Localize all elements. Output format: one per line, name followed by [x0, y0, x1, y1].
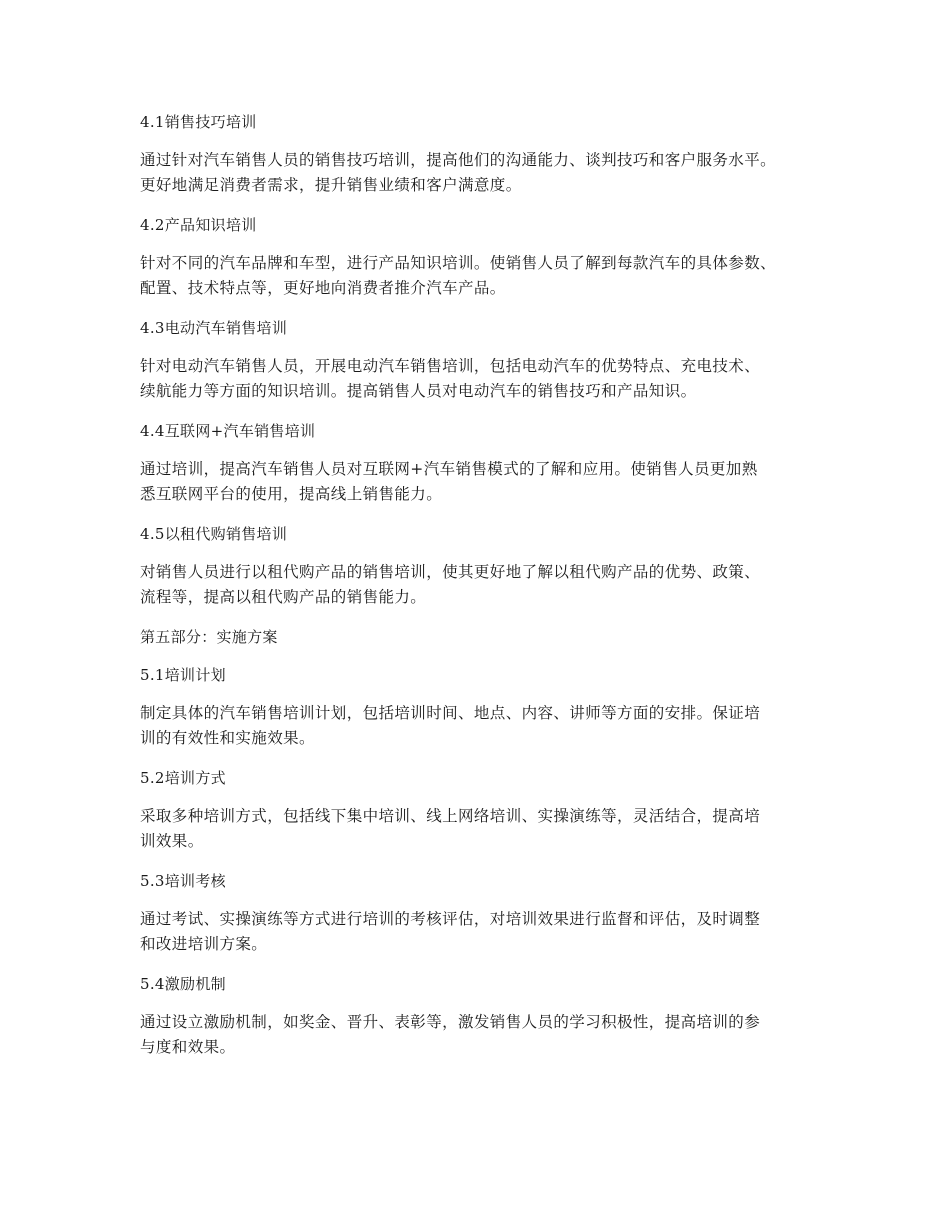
paragraph-line: 配置、技术特点等，更好地向消费者推介汽车产品。 — [140, 279, 506, 297]
paragraph-line: 通过培训，提高汽车销售人员对互联网+汽车销售模式的了解和应用。使销售人员更加熟 — [140, 460, 758, 478]
body-paragraph — [140, 1010, 820, 1060]
section-heading: 5.3培训考核 — [140, 872, 226, 890]
paragraph-line: 针对不同的汽车品牌和车型，进行产品知识培训。使销售人员了解到每款汽车的具体参数、 — [140, 254, 777, 272]
paragraph-line: 针对电动汽车销售人员，开展电动汽车销售培训，包括电动汽车的优势特点、充电技术、 — [140, 357, 761, 375]
body-paragraph — [140, 148, 820, 198]
paragraph-line: 流程等，提高以租代购产品的销售能力。 — [140, 588, 427, 606]
section-heading: 4.3电动汽车销售培训 — [140, 319, 288, 337]
paragraph-line: 通过考试、实操演练等方式进行培训的考核评估，对培训效果进行监督和评估，及时调整 — [140, 910, 761, 928]
paragraph-line: 制定具体的汽车销售培训计划，包括培训时间、地点、内容、讲师等方面的安排。保证培 — [140, 704, 761, 722]
section-heading: 5.1培训计划 — [140, 666, 226, 684]
body-paragraph — [140, 560, 820, 610]
paragraph-line: 悉互联网平台的使用，提高线上销售能力。 — [140, 485, 443, 503]
section-heading: 第五部分：实施方案 — [140, 628, 278, 646]
paragraph-line: 通过设立激励机制，如奖金、晋升、表彰等，激发销售人员的学习积极性，提高培训的参 — [140, 1013, 761, 1031]
section-heading: 5.2培训方式 — [140, 769, 226, 787]
paragraph-line: 对销售人员进行以租代购产品的销售培训，使其更好地了解以租代购产品的优势、政策、 — [140, 563, 761, 581]
body-paragraph — [140, 354, 820, 404]
body-paragraph — [140, 701, 820, 751]
section-heading: 4.1销售技巧培训 — [140, 113, 257, 131]
section-heading: 4.5以租代购销售培训 — [140, 525, 288, 543]
body-paragraph — [140, 804, 820, 854]
body-paragraph — [140, 251, 820, 301]
paragraph-line: 更好地满足消费者需求，提升销售业绩和客户满意度。 — [140, 176, 522, 194]
paragraph-line: 采取多种培训方式，包括线下集中培训、线上网络培训、实操演练等，灵活结合，提高培 — [140, 807, 761, 825]
body-paragraph — [140, 907, 820, 957]
paragraph-line: 训的有效性和实施效果。 — [140, 729, 315, 747]
paragraph-line: 和改进培训方案。 — [140, 935, 268, 953]
paragraph-line: 通过针对汽车销售人员的销售技巧培训，提高他们的沟通能力、谈判技巧和客户服务水平。 — [140, 151, 777, 169]
body-paragraph — [140, 457, 820, 507]
section-heading: 5.4激励机制 — [140, 975, 226, 993]
section-heading: 4.2产品知识培训 — [140, 216, 257, 234]
paragraph-line: 与度和效果。 — [140, 1038, 236, 1056]
section-heading: 4.4互联网+汽车销售培训 — [140, 422, 316, 440]
paragraph-line: 续航能力等方面的知识培训。提高销售人员对电动汽车的销售技巧和产品知识。 — [140, 382, 697, 400]
paragraph-line: 训效果。 — [140, 832, 204, 850]
